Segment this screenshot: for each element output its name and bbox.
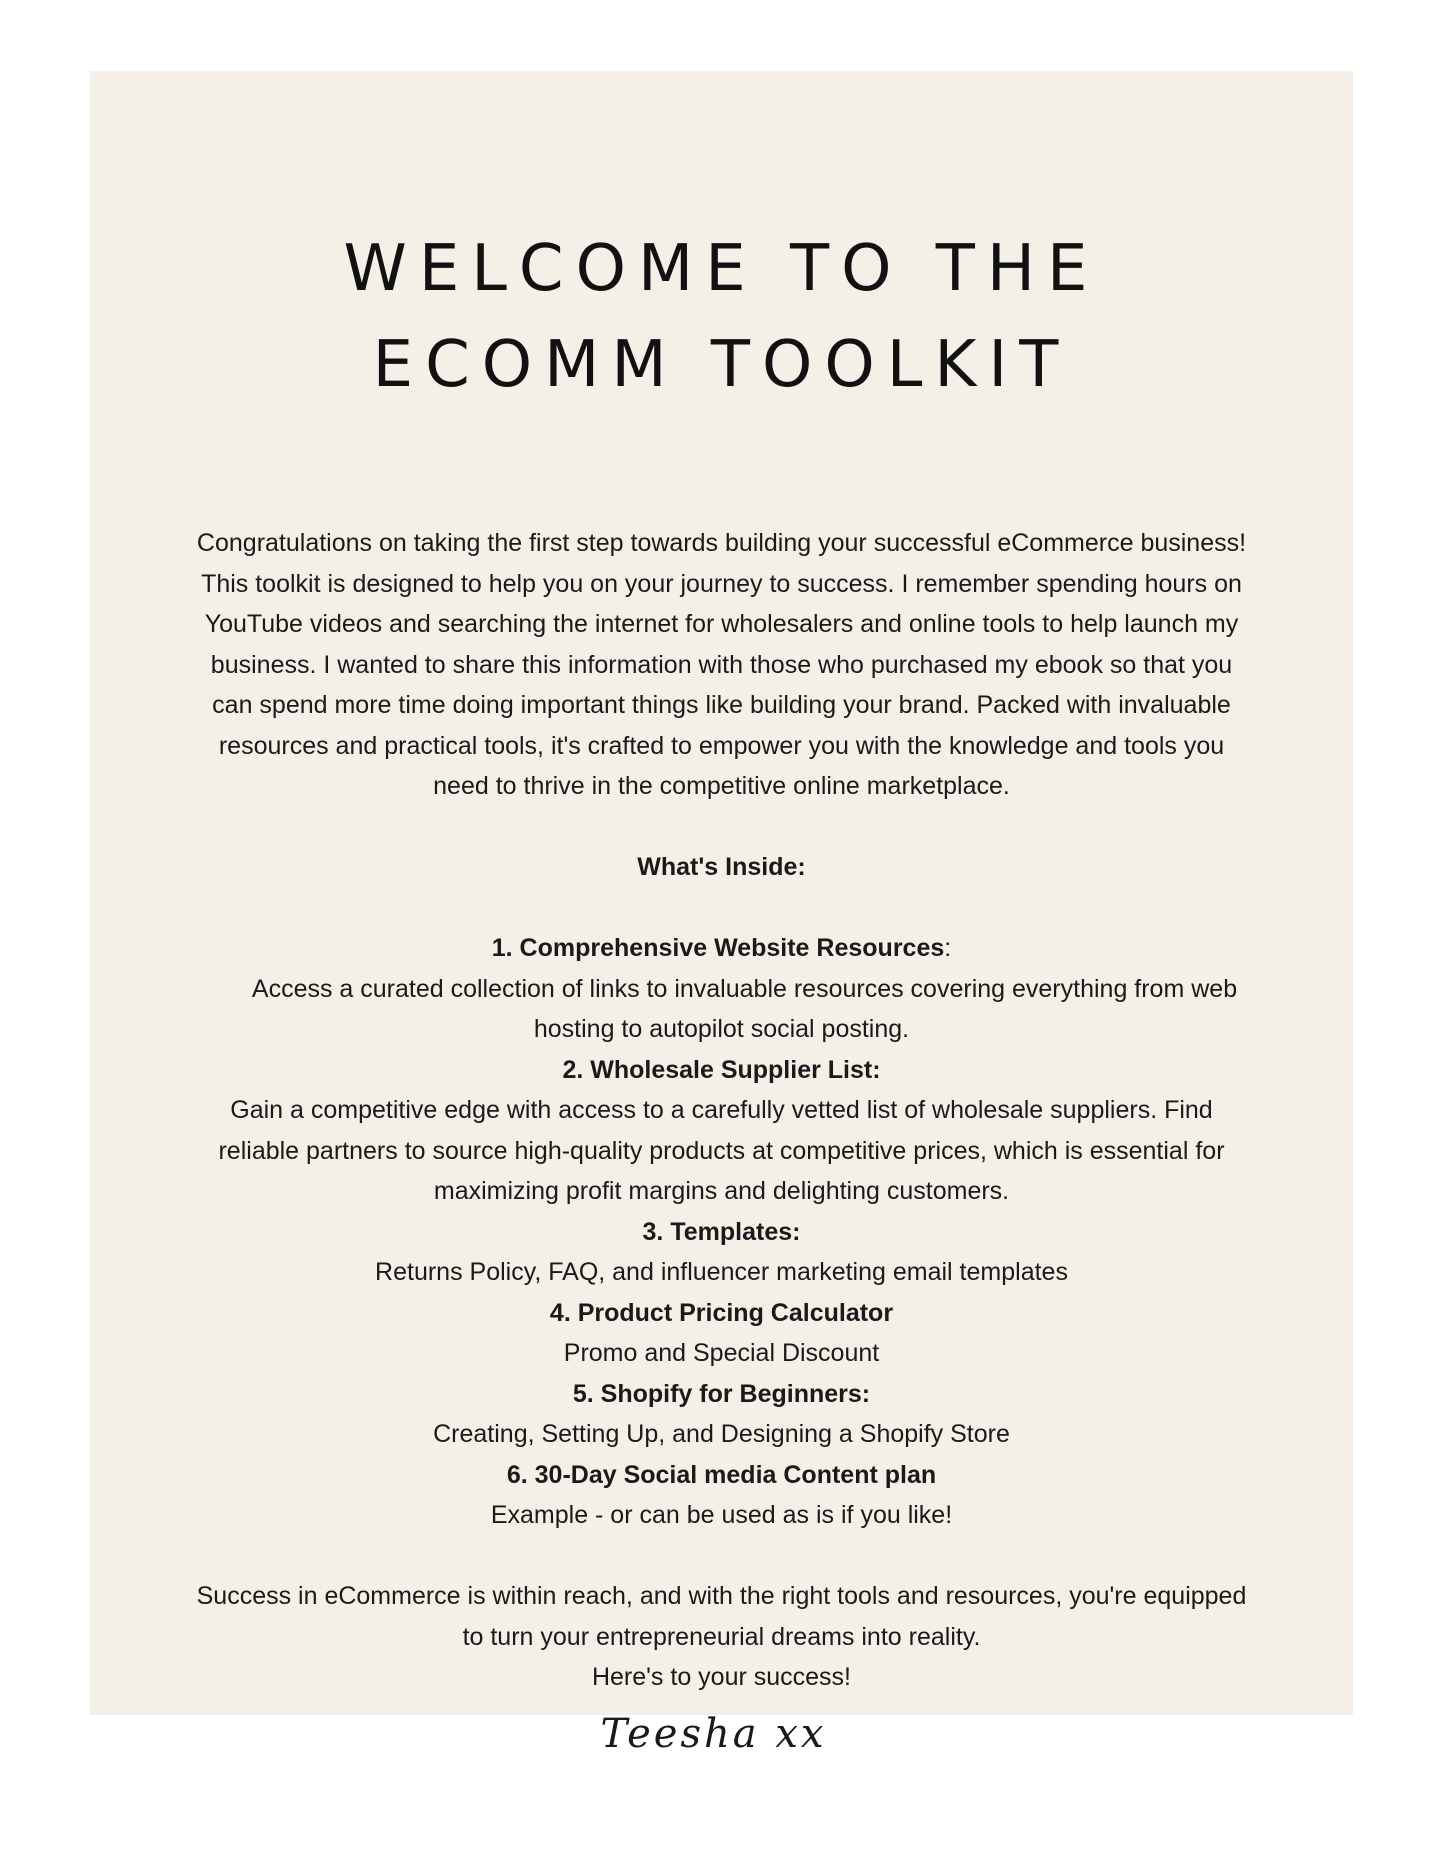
- page-title: [90, 221, 1353, 413]
- intro-line: resources and practical tools, it's crafted to empower you with the knowledge and tools you: [218, 731, 1225, 760]
- closing-line: Here's to your success!: [591, 1663, 852, 1691]
- intro-line: This toolkit is designed to help you on your journey to success. I remember spending hours on: [201, 569, 1242, 598]
- item-heading: 2. Wholesale Supplier List:: [562, 1055, 881, 1084]
- item-heading-row: [90, 928, 1353, 969]
- title-line-2: ECOMM TOOLKIT: [372, 328, 1071, 402]
- item-heading: 5. Shopify for Beginners:: [572, 1379, 871, 1408]
- list-item: [90, 928, 1353, 1050]
- list-item: [90, 1293, 1353, 1374]
- item-description-line: reliable partners to source high-quality products at competitive prices, which is essential for: [218, 1136, 1225, 1165]
- item-description-line: Gain a competitive edge with access to a carefully vetted list of wholesale suppliers. Find: [230, 1096, 1213, 1124]
- item-heading: 3. Templates:: [642, 1217, 801, 1246]
- intro-line: business. I wanted to share this information with those who purchased my ebook so that you: [210, 650, 1233, 679]
- item-description-line: Access a curated collection of links to invaluable resources covering everything from web: [251, 974, 1238, 1003]
- item-description-line: Promo and Special Discount: [563, 1339, 880, 1367]
- intro-line: YouTube videos and searching the internet for wholesalers and online tools to help launch my: [204, 610, 1239, 638]
- item-description-line: hosting to autopilot social posting.: [533, 1015, 910, 1043]
- intro-line: need to thrive in the competitive online marketplace.: [433, 772, 1010, 800]
- signature: Teesha xx: [600, 1711, 827, 1757]
- list-item: [90, 1455, 1353, 1536]
- item-description-line: Returns Policy, FAQ, and influencer marketing email templates: [375, 1258, 1068, 1286]
- item-description-line: maximizing profit margins and delighting customers.: [433, 1177, 1010, 1205]
- document-card: [90, 71, 1353, 1757]
- item-description-line: Example - or can be used as is if you like!: [490, 1501, 953, 1529]
- spacer: [90, 888, 1353, 929]
- list-item: [90, 1050, 1353, 1212]
- title-line-1: WELCOME TO THE: [343, 232, 1100, 306]
- item-heading: 4. Product Pricing Calculator: [549, 1298, 894, 1327]
- spacer: [90, 807, 1353, 848]
- closing-paragraph: [90, 1576, 1353, 1698]
- item-heading: 1. Comprehensive Website Resources: [491, 934, 945, 962]
- spacer: [90, 1536, 1353, 1577]
- intro-line: can spend more time doing important things like building your brand. Packed with invaluable: [212, 691, 1231, 719]
- document-body: [90, 523, 1353, 1698]
- intro-line: Congratulations on taking the first step towards building your successful eCommerce business!: [196, 529, 1247, 557]
- closing-line: to turn your entrepreneurial dreams into reality.: [462, 1622, 981, 1651]
- list-item: [90, 1212, 1353, 1293]
- inside-heading: What's Inside:: [637, 853, 806, 881]
- item-description-line: Creating, Setting Up, and Designing a Shopify Store: [433, 1420, 1010, 1448]
- intro-paragraph: [90, 523, 1353, 807]
- closing-line: Success in eCommerce is within reach, and with the right tools and resources, you're equipped: [196, 1582, 1247, 1610]
- item-heading: 6. 30-Day Social media Content plan: [506, 1460, 937, 1489]
- list-item: [90, 1374, 1353, 1455]
- item-heading-suffix: :: [944, 934, 952, 962]
